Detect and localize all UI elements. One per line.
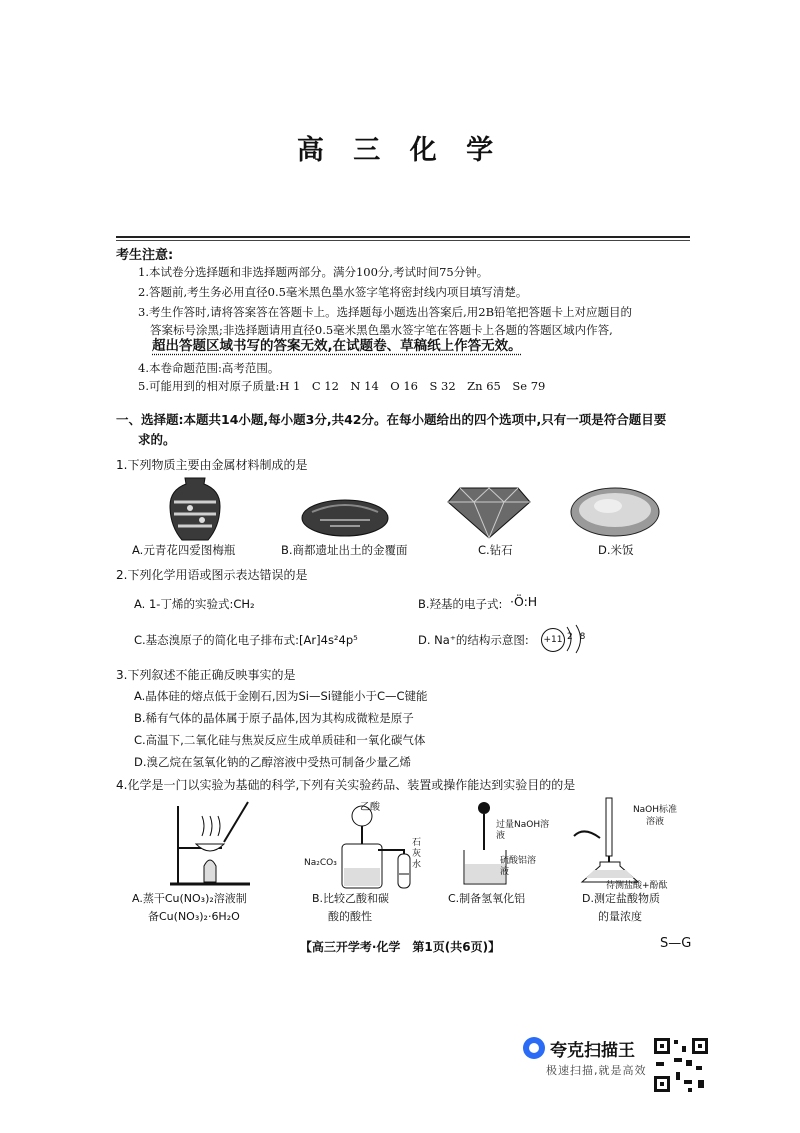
q1-option-a: A.元青花四爱图梅瓶	[132, 543, 236, 557]
q1-option-c: C.钻石	[478, 543, 513, 557]
q1-option-b: B.商都遗址出土的金覆面	[281, 543, 408, 557]
hydroxyl-electron-formula: ·Ö:H	[510, 594, 538, 609]
paper-code: S—G	[660, 936, 692, 951]
rice-image	[570, 486, 660, 538]
q4-caption-a-line-2: 备Cu(NO₃)₂·6H₂O	[148, 910, 240, 923]
q4-caption-b-line-1: B.比较乙酸和碳	[312, 892, 390, 905]
notice-item-2: 2.答题前,考生务必用直径0.5毫米黑色墨水签字笔将密封线内项目填写清楚。	[138, 285, 528, 299]
divider-rule-thin	[116, 240, 690, 241]
na-nucleus-icon: +11	[541, 628, 565, 652]
evaporation-apparatus-icon	[160, 796, 260, 888]
q3-option-a: A.晶体硅的熔点低于金刚石,因为Si—Si键能小于C—C键能	[134, 689, 428, 703]
label-aluminum-sulfate: 硫酸铝溶液	[500, 856, 537, 877]
section-line-1: 一、选择题:本题共14小题,每小题3分,共42分。在每小题给出的四个选项中,只有一项是符合题目要	[116, 412, 667, 427]
q4-caption-d-line-1: D.测定盐酸物质	[582, 892, 660, 905]
q2-stem: 2.下列化学用语或图示表达错误的是	[116, 568, 308, 582]
q3-stem: 3.下列叙述不能正确反映事实的是	[116, 668, 296, 682]
notice-item-3: 3.考生作答时,请将答案答在答题卡上。选择题每小题选出答案后,用2B铅笔把答题卡上对应题目的	[138, 305, 633, 319]
divider-rule	[116, 236, 690, 238]
q1-option-d: D.米饭	[598, 543, 634, 557]
section-line-2: 求的。	[138, 432, 176, 447]
label-excess-naoh: 过量NaOH溶液	[496, 820, 550, 841]
notice-item-3-emphasis: 超出答题区域书写的答案无效,在试题卷、草稿纸上作答无效。	[152, 338, 522, 354]
watermark-slogan: 极速扫描,就是高效	[546, 1064, 647, 1077]
q4-caption-b	[312, 890, 389, 926]
q2-option-d: D. Na⁺的结构示意图:	[418, 633, 529, 647]
q4-caption-c-line-1: C.制备氢氧化铝	[448, 892, 526, 905]
notice-item-5: 5.可能用到的相对原子质量:H 1 C 12 N 14 O 16 S 32 Zn 65 Se 79	[138, 379, 546, 393]
electron-shell-counts: 2 8	[567, 632, 588, 642]
q4-stem: 4.化学是一门以实验为基础的科学,下列有关实验药品、装置或操作能达到实验目的的是	[116, 778, 576, 792]
vase-image	[160, 474, 230, 544]
q2-option-c: C.基态溴原子的简化电子排布式:[Ar]4s²4p⁵	[134, 633, 358, 647]
notice-heading: 考生注意:	[116, 248, 174, 263]
q1-stem: 1.下列物质主要由金属材料制成的是	[116, 458, 308, 472]
q3-option-b: B.稀有气体的晶体属于原子晶体,因为其构成微粒是原子	[134, 711, 414, 725]
label-hcl-phenolphthalein: 待测盐酸+酚酞	[606, 881, 668, 891]
q4-caption-a-line-1: A.蒸干Cu(NO₃)₂溶液制	[132, 892, 247, 905]
scanner-logo-icon	[522, 1036, 546, 1060]
qr-code-icon	[652, 1036, 710, 1094]
q4-caption-d-line-2: 的量浓度	[598, 910, 642, 923]
diamond-image	[446, 482, 532, 540]
q3-option-d: D.溴乙烷在氢氧化钠的乙醇溶液中受热可制备少量乙烯	[134, 755, 412, 769]
notice-item-3-cont: 答案标号涂黑;非选择题请用直径0.5毫米黑色墨水签字笔在答题卡上各题的答题区域内作答,	[150, 323, 613, 337]
q4-caption-d	[582, 890, 660, 926]
label-naoh-standard: NaOH标准溶液	[632, 805, 678, 827]
q3-option-c: C.高温下,二氧化硅与焦炭反应生成单质硅和一氧化碳气体	[134, 733, 426, 747]
watermark-app-name: 夸克扫描王	[550, 1041, 635, 1061]
q4-caption-a	[132, 890, 247, 926]
section-heading	[116, 410, 696, 450]
notice-item-4: 4.本卷命题范围:高考范围。	[138, 361, 280, 375]
q4-caption-b-line-2: 酸的酸性	[328, 910, 372, 923]
label-sodium-carbonate: Na₂CO₃	[304, 858, 337, 868]
page-title: 高 三 化 学	[296, 135, 504, 166]
q4-caption-c	[448, 890, 525, 908]
label-acetic-acid: 乙酸	[360, 802, 380, 813]
q2-option-b: B.羟基的电子式:	[418, 597, 503, 611]
q2-option-a: A. 1-丁烯的实验式:CH₂	[134, 597, 255, 611]
gold-mask-image	[300, 490, 390, 540]
page-footer: 【高三开学考·化学 第1页(共6页)】	[299, 940, 501, 954]
label-limewater: 石灰水	[412, 838, 422, 870]
notice-item-1: 1.本试卷分选择题和非选择题两部分。满分100分,考试时间75分钟。	[138, 265, 489, 279]
